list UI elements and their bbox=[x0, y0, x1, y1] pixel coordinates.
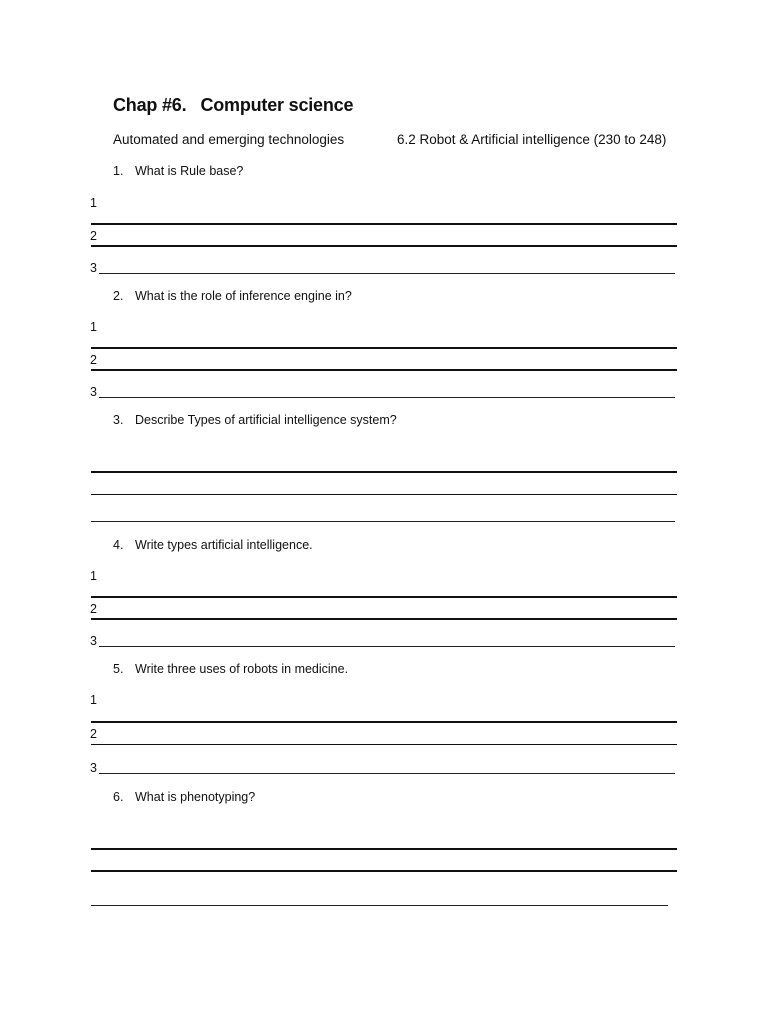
chapter-subject: Computer science bbox=[200, 95, 354, 115]
question-1 bbox=[113, 165, 243, 178]
question-5 bbox=[113, 663, 348, 676]
question-number: 5. bbox=[113, 662, 124, 676]
section-heading: 6.2 Robot & Artificial intelligence (230 to 248) bbox=[397, 132, 667, 147]
question-number: 1. bbox=[113, 164, 124, 178]
page-title bbox=[113, 96, 353, 114]
answer-label-1: 1 bbox=[90, 196, 97, 210]
answer-line bbox=[99, 397, 675, 398]
answer-line bbox=[91, 521, 675, 522]
question-text: What is Rule base? bbox=[135, 164, 244, 178]
question-text: Describe Types of artificial intelligence system? bbox=[135, 413, 397, 427]
answer-label-1: 1 bbox=[90, 320, 97, 334]
question-4 bbox=[113, 539, 313, 552]
answer-label-1: 1 bbox=[90, 693, 97, 707]
answer-line bbox=[91, 369, 677, 371]
answer-line bbox=[91, 618, 677, 620]
answer-label-3: 3 bbox=[90, 261, 97, 275]
question-2 bbox=[113, 290, 352, 303]
question-text: Write types artificial intelligence. bbox=[135, 538, 313, 552]
answer-line bbox=[99, 773, 675, 774]
topic-heading: Automated and emerging technologies bbox=[113, 132, 345, 147]
answer-label-1: 1 bbox=[90, 569, 97, 583]
answer-label-2: 2 bbox=[90, 727, 97, 741]
answer-line bbox=[91, 223, 677, 225]
answer-line bbox=[91, 471, 677, 473]
answer-label-3: 3 bbox=[90, 385, 97, 399]
answer-line bbox=[91, 245, 677, 247]
question-number: 4. bbox=[113, 538, 124, 552]
answer-line bbox=[91, 721, 677, 723]
answer-line bbox=[91, 905, 668, 906]
answer-line bbox=[91, 494, 677, 495]
answer-line bbox=[91, 596, 677, 598]
chapter-number: Chap #6. bbox=[113, 95, 187, 115]
answer-line bbox=[91, 347, 677, 349]
answer-line bbox=[99, 646, 675, 647]
answer-label-2: 2 bbox=[90, 602, 97, 616]
question-text: What is the role of inference engine in? bbox=[135, 289, 352, 303]
answer-line bbox=[99, 273, 675, 274]
answer-line bbox=[91, 744, 677, 745]
answer-label-2: 2 bbox=[90, 353, 97, 367]
question-number: 6. bbox=[113, 790, 124, 804]
question-text: Write three uses of robots in medicine. bbox=[135, 662, 349, 676]
answer-line bbox=[91, 870, 677, 872]
question-number: 3. bbox=[113, 413, 124, 427]
question-6 bbox=[113, 791, 255, 804]
answer-label-3: 3 bbox=[90, 634, 97, 648]
answer-line bbox=[91, 848, 677, 850]
question-text: What is phenotyping? bbox=[135, 790, 256, 804]
question-number: 2. bbox=[113, 289, 124, 303]
answer-label-3: 3 bbox=[90, 761, 97, 775]
question-3 bbox=[113, 414, 397, 427]
answer-label-2: 2 bbox=[90, 229, 97, 243]
